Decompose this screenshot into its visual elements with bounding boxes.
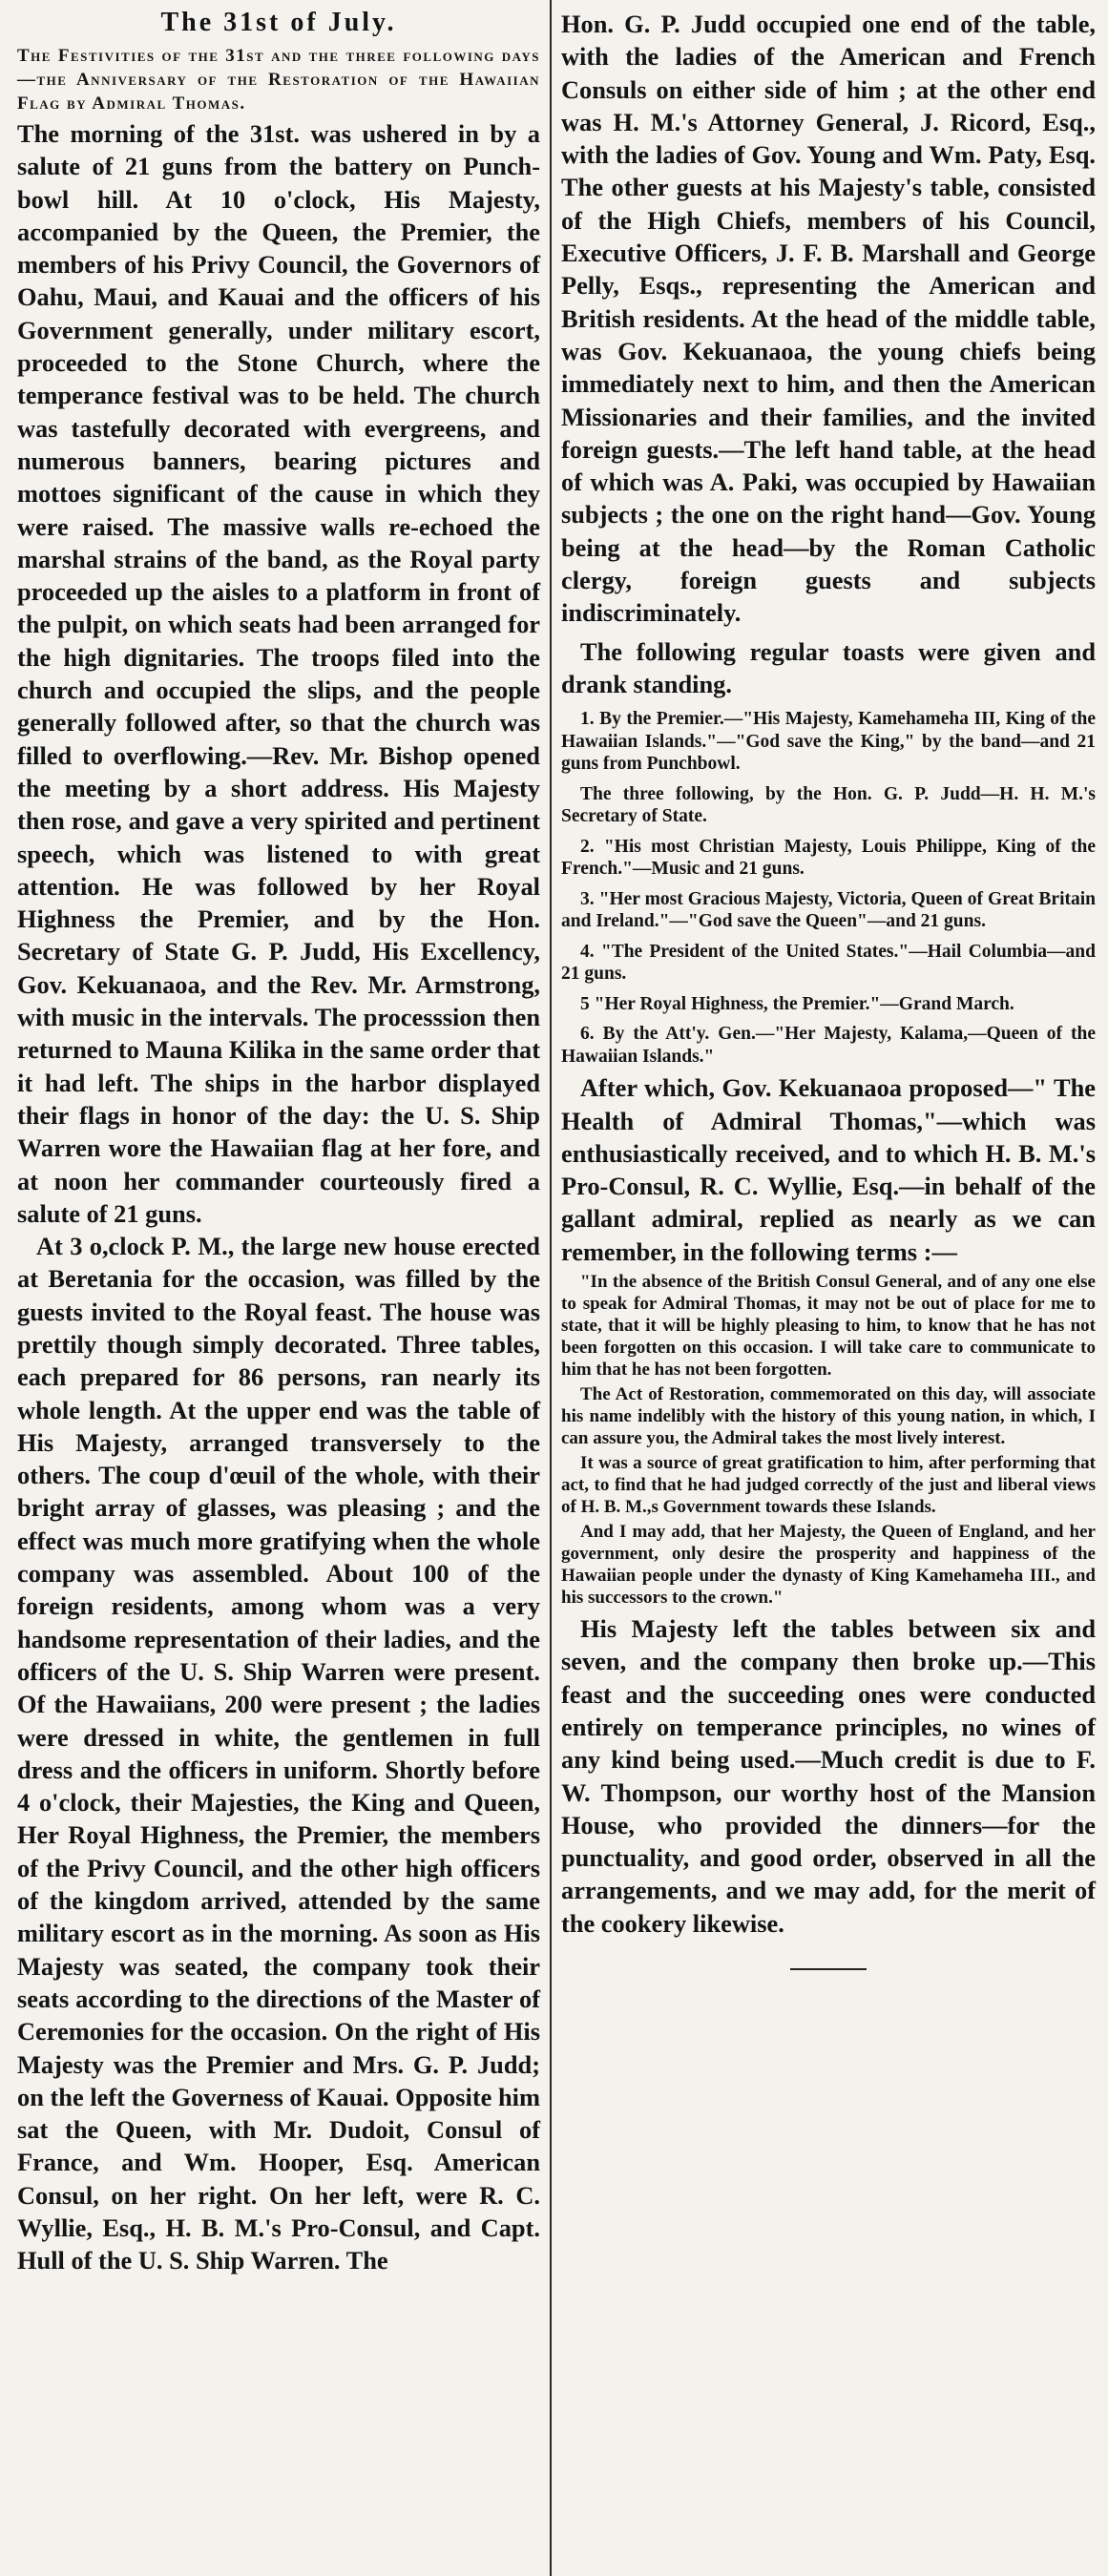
quote-paragraph: It was a source of great gratification to him, after performing that act, to find that he had judged correctly of the just and liberal views of H. B. M.,s Government towards these Islands. (561, 1453, 1096, 1518)
quote-paragraph: And I may add, that her Majesty, the Queen of England, and her government, only desire the prosperity and happiness of the Hawaiian people under the dynasty of King Kamehameha III., and his successors to the crown." (561, 1522, 1096, 1609)
toast-item: 2. "His most Christian Majesty, Louis Philippe, King of the French."—Music and 21 guns. (561, 836, 1096, 880)
toast-item: 4. "The President of the United States."—Hail Columbia—and 21 guns. (561, 941, 1096, 985)
end-rule (790, 1968, 867, 1970)
article-title: The 31st of July. (160, 8, 397, 37)
quote-paragraph: The Act of Restoration, commemorated on this day, will associate his name indelibly with the history of this young nation, in which, I can assure you, the Admiral takes the most lively interest. (561, 1384, 1096, 1449)
toast-item: 1. By the Premier.—"His Majesty, Kamehameha III, King of the Hawaiian Islands."—"God save the King," by the band—and 21 guns from Punchbowl. (561, 709, 1096, 775)
toast-item: 5 "Her Royal Highness, the Premier."—Grand March. (580, 993, 1014, 1014)
toast-item: The three following, by the Hon. G. P. Judd—H. H. M.'s Secretary of State. (561, 783, 1096, 827)
left-column (17, 8, 540, 2557)
paragraph-closing: His Majesty left the tables between six and seven, and the company then broke up.—This feast and the succeeding ones were conducted entirely on temperance principles, no wines of any kind being used.—Much credit is due to F. W. Thompson, our worthy host of the Mansion House, who provided the dinners—for the punctuality, and good order, observed in all the arrangements, and we may add, for the merit of the cookery likewise. (561, 1614, 1096, 1938)
paragraph-seating: Hon. G. P. Judd occupied one end of the table, with the ladies of the American and French Consuls on either side of him ; at the other end was H. M.'s Attorney General, J. Ricord, Esq., with the ladies of Gov. Young and Wm. Paty, Esq. The other guests at his Majesty's table, consisted of the High Chiefs, members of his Council, Executive Officers, J. F. B. Marshall and George Pelly, Esqs., representing the American and British residents. At the head of the middle table, was Gov. Kekuanaoa, the young chiefs being immediately next to him, and then the American Missionaries and their families, and the invited foreign guests.—The left hand table, at the head of which was A. Paki, was occupied by Hawaiian subjects ; the one on the right hand—Gov. Young being at the head—by the Roman Catholic clergy, foreign guests and subjects indiscriminately. (561, 10, 1096, 628)
quote-paragraph: "In the absence of the British Consul General, and of any one else to speak for Admiral Thomas, it may not be out of place for me to state, that it will be highly pleasing to him, to know that he has not been forgotten on this occasion. I will take care to communicate to him that he has not been forgotten. (561, 1272, 1096, 1381)
right-column (561, 8, 1096, 2557)
paragraph-morning: The morning of the 31st. was ushered in by a salute of 21 guns from the battery on Punch-bowl hill. At 10 o'clock, His Majesty, accompanied by the Queen, the Premier, the members of his Privy Council, the Governors of Oahu, Maui, and Kauai and the officers of his Government generally, under military escort, proceeded to the Stone Church, where the temperance festival was to be held. The church was tastefully decorated with evergreens, and numerous banners, bearing pictures and mottoes significant of the cause in which they were raised. The massive walls re-echoed the marshal strains of the band, as the Royal party proceeded up the aisles to a platform in front of the pulpit, on which seats had been arranged for the high dignitaries. The troops filed into the church and occupied the slips, and the people generally followed after, so that the church was filled to overflowing.—Rev. Mr. Bishop opened the meeting by a short address. His Majesty then rose, and gave a very spirited and pertinent speech, which was listened to with great attention. He was followed by her Royal Highness the Premier, and by the Hon. Secretary of State G. P. Judd, His Excellency, Gov. Kekuanaoa, and the Rev. Mr. Armstrong, with music in the intervals. The processsion then returned to Mauna Kilika in the same order that it had left. The ships in the harbor displayed their flags in honor of the day: the U. S. Ship Warren wore the Hawaiian flag at her fore, and at noon her commander courteously fired a salute of 21 guns. (17, 119, 540, 1228)
article-subhead: The Festivities of the 31st and the three following days—the Anniversary of the Restoration of the Hawaiian Flag by Admiral Thomas. (17, 46, 540, 114)
toast-list (561, 708, 1096, 1068)
toasts-intro: The following regular toasts were given and drank standing. (561, 636, 1096, 698)
wyllie-reply-quote (561, 1271, 1096, 1609)
column-divider (550, 0, 552, 2576)
paragraph-after-toasts: After which, Gov. Kekuanaoa proposed—" The Health of Admiral Thomas,"—which was enthusiastically received, and to which H. B. M.'s Pro-Consul, R. C. Wyllie, Esq.—in behalf of the gallant admiral, replied as nearly as we can remember, in the following terms :— (561, 1073, 1096, 1266)
paragraph-feast: At 3 o,clock P. M., the large new house erected at Beretania for the occasion, was filled by the guests invited to the Royal feast. The house was prettily though simply decorated. Three tables, each prepared for 86 persons, ran nearly its whole length. At the upper end was the table of His Majesty, arranged transversely to the others. The coup d'œuil of the whole, with their bright array of glasses, was pleasing ; and the effect was much more gratifying when the whole company was assembled. About 100 of the foreign residents, among whom was a very handsome representation of their ladies, and the officers of the U. S. Ship Warren were present. Of the Hawaiians, 200 were present ; the ladies were dressed in white, the gentlemen in full dress and the officers in uniform. Shortly before 4 o'clock, their Majesties, the King and Queen, Her Royal Highness, the Premier, the members of the Privy Council, and the other high officers of the kingdom arrived, attended by the same military escort as in the morning. As soon as His Majesty was seated, the company took their seats according to the directions of the Master of Ceremonies for the occasion. On the right of His Majesty was the Premier and Mrs. G. P. Judd; on the left the Governess of Kauai. Opposite him sat the Queen, with Mr. Dudoit, Consul of France, and Wm. Hooper, Esq. American Consul, on her right. On her left, were R. C. Wyllie, Esq., H. B. M.'s Pro-Consul, and Capt. Hull of the U. S. Ship Warren. The (17, 1232, 540, 2275)
toast-item: 6. By the Att'y. Gen.—"Her Majesty, Kalama,—Queen of the Hawaiian Islands." (561, 1024, 1096, 1067)
toast-item: 3. "Her most Gracious Majesty, Victoria, Queen of Great Britain and Ireland."—"God save the Queen"—and 21 guns. (561, 888, 1096, 932)
